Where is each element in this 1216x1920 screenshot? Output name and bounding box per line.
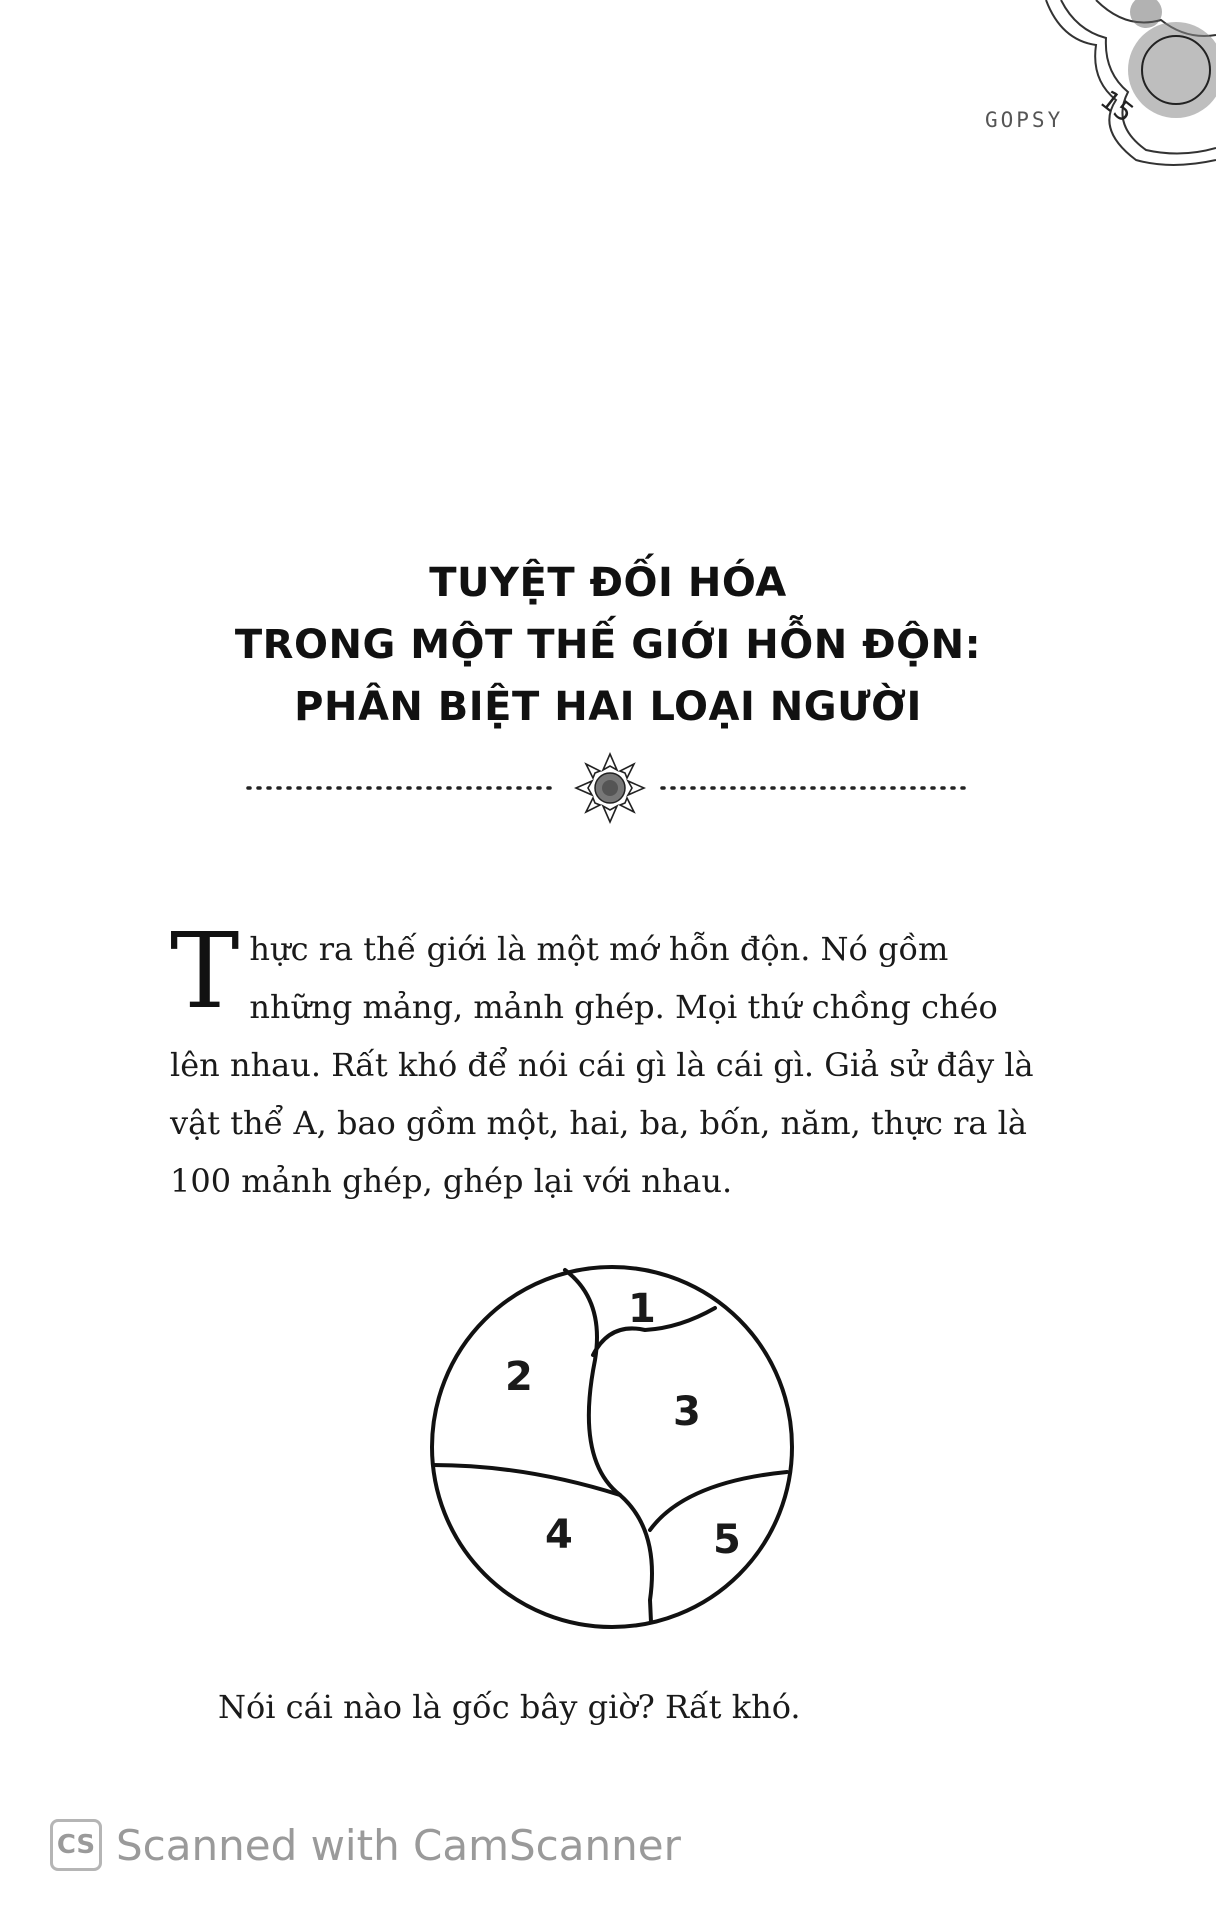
- page-number: 15: [1094, 84, 1139, 130]
- chapter-title-line: PHÂN BIỆT HAI LOẠI NGƯỜI: [294, 684, 922, 730]
- figure-label: 3: [673, 1389, 701, 1435]
- chapter-title: [0, 552, 1216, 738]
- chapter-title-line: TUYỆT ĐỐI HÓA: [429, 560, 787, 606]
- body-paragraph: [170, 910, 1055, 1210]
- running-head: GOPSY: [985, 108, 1064, 132]
- watermark-text: Scanned with CamScanner: [116, 1820, 681, 1870]
- scanner-watermark: [50, 1815, 681, 1875]
- figure-label: 4: [545, 1512, 573, 1558]
- drop-cap: T: [170, 910, 240, 1032]
- figure-caption: Nói cái nào là gốc bây giờ? Rất khó.: [218, 1688, 801, 1726]
- figure-label: 1: [628, 1286, 656, 1332]
- paragraph-text: hực ra thế giới là một mớ hỗn độn. Nó gồm những mảng, mảnh ghép. Mọi thứ chồng chéo lên nhau. Rất khó để nói cái gì là cái gì. Giả sử đây là vật thể A, bao gồm một, hai, ba, bốn, năm, thực ra là 100 mảnh ghép, ghép lại với nhau.: [170, 930, 1034, 1200]
- figure-label: 5: [713, 1517, 741, 1563]
- figure-label: 2: [505, 1354, 533, 1400]
- ornamental-divider: [240, 748, 980, 828]
- puzzle-circle-figure: [425, 1260, 800, 1635]
- chapter-title-line: TRONG MỘT THẾ GIỚI HỖN ĐỘN:: [234, 622, 982, 668]
- camscanner-logo-icon: CS: [50, 1819, 102, 1871]
- flower-icon: [576, 754, 644, 822]
